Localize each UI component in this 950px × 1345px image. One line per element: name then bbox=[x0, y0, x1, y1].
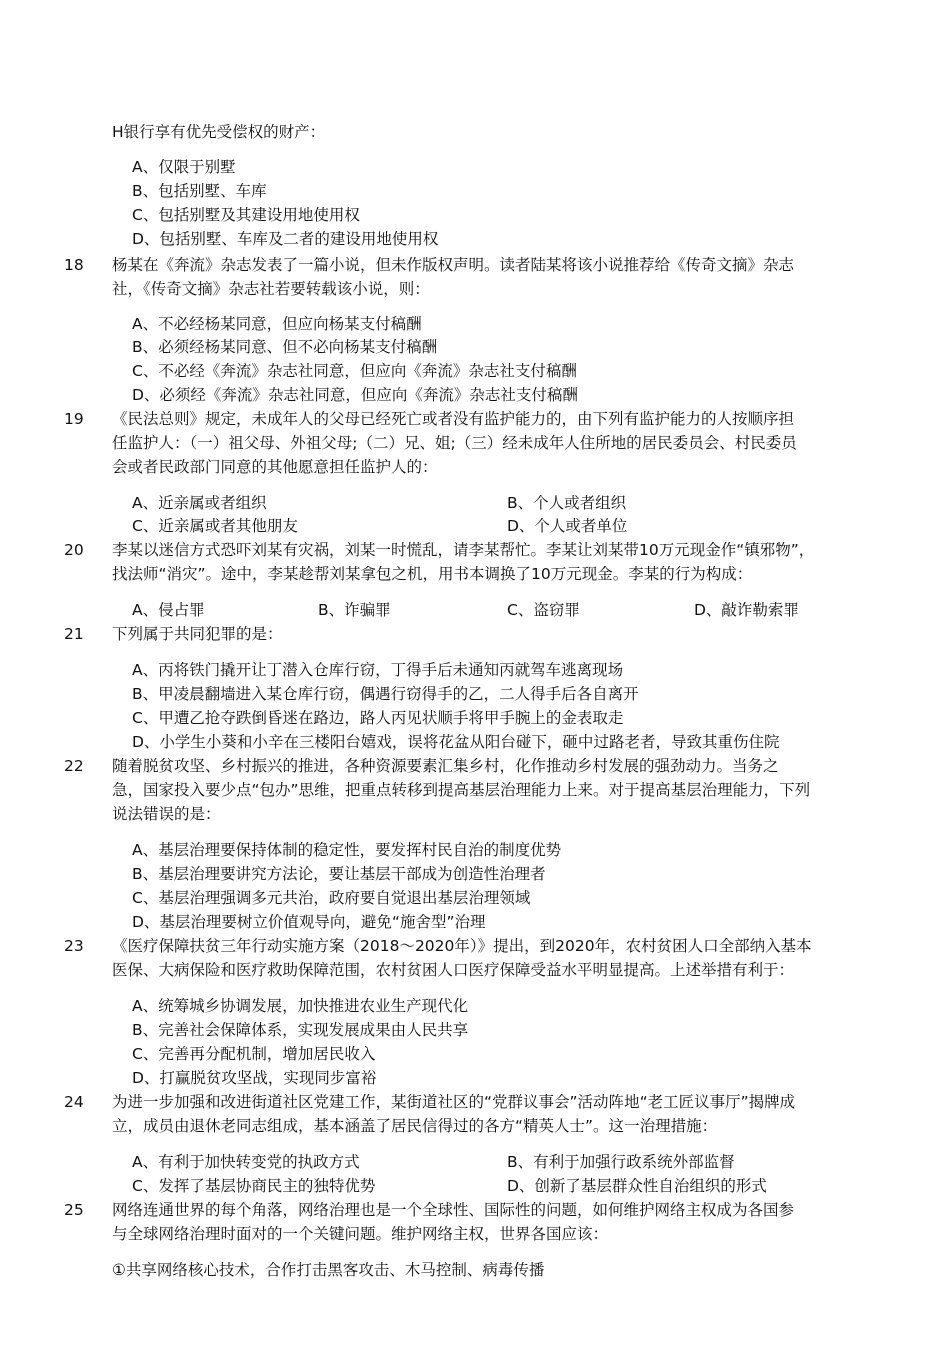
question-number: 20 bbox=[64, 541, 84, 559]
option-b: B、必须经杨某同意、但不必向杨某支付稿酬 bbox=[132, 338, 438, 356]
option-c: C、不必经《奔流》杂志社同意，但应向《奔流》杂志社支付稿酬 bbox=[132, 362, 577, 380]
question-stem-line: 随着脱贫攻坚、乡村振兴的推进，各种资源要素汇集乡村，化作推动乡村发展的强劲动力。当务之 bbox=[112, 757, 779, 775]
option-b: B、诈骗罪 bbox=[318, 601, 391, 619]
question-number: 25 bbox=[64, 1201, 84, 1219]
question-stem-line: 立，成员由退休老同志组成，基本涵盖了居民信得过的各方“精英人士”。这一治理措施： bbox=[112, 1117, 718, 1135]
question-number: 21 bbox=[64, 625, 84, 643]
question-stem-line: 说法错误的是： bbox=[112, 805, 221, 823]
option-c: C、近亲属或者其他朋友 bbox=[132, 517, 298, 535]
option-d: D、敲诈勒索罪 bbox=[694, 601, 799, 619]
question-stem-line: 社，《传奇文摘》杂志社若要转载该小说，则： bbox=[112, 280, 430, 298]
option-b: B、甲凌晨翻墙进入某仓库行窃，偶遇行窃得手的乙，二人得手后各自离开 bbox=[132, 685, 639, 703]
option-c: C、盗窃罪 bbox=[507, 601, 580, 619]
question-stem-line: 李某以迷信方式恐吓刘某有灾祸，刘某一时慌乱，请李某帮忙。李某让刘某带10万元现金作“镇邪物”， bbox=[112, 541, 815, 559]
statement-item: ①共享网络核心技术，合作打击黑客攻击、木马控制、病毒传播 bbox=[112, 1261, 545, 1279]
question-stem-line: 杨某在《奔流》杂志发表了一篇小说，但未作版权声明。读者陆某将该小说推荐给《传奇文摘》杂志 bbox=[112, 256, 795, 274]
option-a: A、近亲属或者组织 bbox=[132, 494, 267, 512]
option-c: C、完善再分配机制，增加居民收入 bbox=[132, 1045, 376, 1063]
option-d: D、创新了基层群众性自治组织的形式 bbox=[507, 1177, 767, 1195]
question-stem-line: 《医疗保障扶贫三年行动实施方案（2018～2020年）》提出，到2020年，农村贫困人口全部纳入基本 bbox=[112, 937, 812, 955]
option-a: A、丙将铁门撬开让丁潜入仓库行窃，丁得手后未通知丙就驾车逃离现场 bbox=[132, 661, 624, 679]
question-stem-line: H银行享有优先受偿权的财产： bbox=[112, 123, 326, 141]
option-b: B、基层治理要讲究方法论，要让基层干部成为创造性治理者 bbox=[132, 865, 546, 883]
option-d: D、个人或者单位 bbox=[507, 517, 628, 535]
option-a: A、基层治理要保持体制的稳定性，要发挥村民自治的制度优势 bbox=[132, 841, 562, 859]
question-number: 22 bbox=[64, 757, 84, 775]
option-c: C、包括别墅及其建设用地使用权 bbox=[132, 206, 360, 224]
option-a: A、统筹城乡协调发展，加快推进农业生产现代化 bbox=[132, 997, 469, 1015]
question-stem-line: 网络连通世界的每个角落，网络治理也是一个全球性、国际性的问题，如何维护网络主权成为各国参 bbox=[112, 1201, 795, 1219]
option-d: D、小学生小葵和小辛在三楼阳台嬉戏，误将花盆从阳台碰下，砸中过路老者，导致其重伤住院 bbox=[132, 733, 780, 751]
option-a: A、不必经杨某同意，但应向杨某支付稿酬 bbox=[132, 315, 422, 333]
question-number: 23 bbox=[64, 937, 84, 955]
question-number: 19 bbox=[64, 410, 84, 428]
option-c: C、基层治理强调多元共治，政府要自觉退出基层治理领域 bbox=[132, 889, 531, 907]
option-b: B、完善社会保障体系，实现发展成果由人民共享 bbox=[132, 1021, 469, 1039]
question-stem-line: 医保、大病保险和医疗救助保障范围，农村贫困人口医疗保障受益水平明显提高。上述举措有利于： bbox=[112, 961, 795, 979]
option-d: D、必须经《奔流》杂志社同意，但应向《奔流》杂志社支付稿酬 bbox=[132, 386, 578, 404]
option-d: D、基层治理要树立价值观导向，避免“施舍型”治理 bbox=[132, 913, 486, 931]
question-number: 18 bbox=[64, 256, 84, 274]
question-stem-line: 会或者民政部门同意的其他愿意担任监护人的： bbox=[112, 458, 438, 476]
option-b: B、有利于加强行政系统外部监督 bbox=[507, 1153, 735, 1171]
question-stem-line: 与全球网络治理时面对的一个关键问题。维护网络主权，世界各国应该： bbox=[112, 1225, 609, 1243]
question-stem-line: 找法师“消灾”。途中，李某趁帮刘某拿包之机，用书本调换了10万元现金。李某的行为构成： bbox=[112, 565, 753, 583]
option-b: B、个人或者组织 bbox=[507, 494, 627, 512]
question-stem-line: 为进一步加强和改进街道社区党建工作，某街道社区的“党群议事会”活动阵地“老工匠议事厅”揭牌成 bbox=[112, 1093, 796, 1111]
option-a: A、有利于加快转变党的执政方式 bbox=[132, 1153, 360, 1171]
question-number: 24 bbox=[64, 1093, 84, 1111]
question-stem-line: 任监护人：（一）祖父母、外祖父母;（二）兄、姐;（三）经未成年人住所地的居民委员会、村民委员 bbox=[112, 434, 797, 452]
option-a: A、仅限于别墅 bbox=[132, 158, 236, 176]
option-d: D、打赢脱贫攻坚战，实现同步富裕 bbox=[132, 1069, 377, 1087]
question-stem-line: 《民法总则》规定，未成年人的父母已经死亡或者没有监护能力的，由下列有监护能力的人按顺序担 bbox=[112, 410, 795, 428]
question-stem-line: 急，国家投入要少点“包办”思维，把重点转移到提高基层治理能力上来。对于提高基层治理能力，下列 bbox=[112, 781, 811, 799]
option-b: B、包括别墅、车库 bbox=[132, 182, 267, 200]
question-stem-line: 下列属于共同犯罪的是： bbox=[112, 625, 283, 643]
option-c: C、甲遭乙抢夺跌倒昏迷在路边，路人丙见状顺手将甲手腕上的金表取走 bbox=[132, 709, 624, 727]
option-c: C、发挥了基层协商民主的独特优势 bbox=[132, 1177, 376, 1195]
option-a: A、侵占罪 bbox=[132, 601, 205, 619]
option-d: D、包括别墅、车库及二者的建设用地使用权 bbox=[132, 230, 439, 248]
